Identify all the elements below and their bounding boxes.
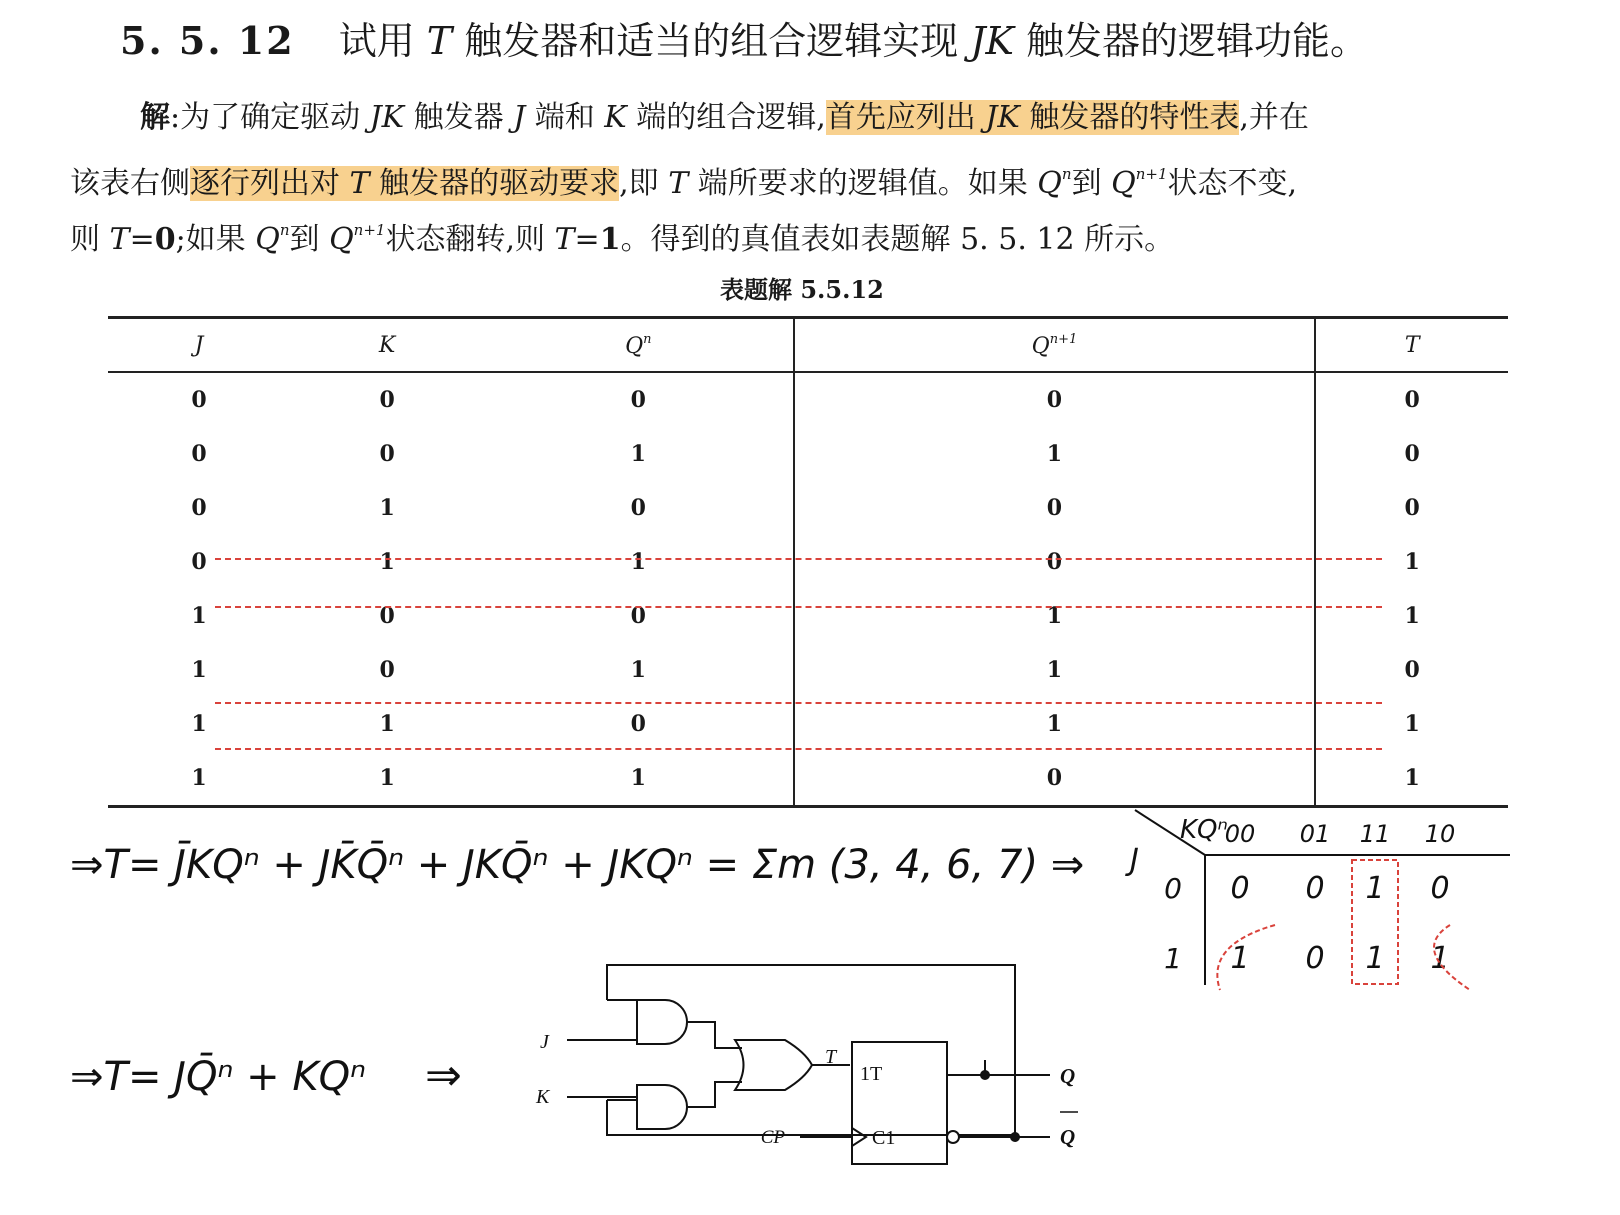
table-cell: 0 — [794, 372, 1316, 427]
kmap-cell: 1 — [1365, 941, 1385, 976]
header-qn1-base: Q — [1031, 333, 1050, 359]
highlighted-text: 逐行列出对 — [190, 166, 350, 201]
table-cell: 0 — [630, 603, 646, 629]
table-cell: 0 — [379, 387, 395, 413]
para-var: K — [604, 100, 627, 135]
handwritten-equation-2: ⇒T= JQ̄ⁿ + KQⁿ — [70, 1054, 367, 1100]
kmap-cell: 1 — [1365, 871, 1385, 906]
table-caption: 表题解 5.5.12 — [720, 275, 884, 304]
circuit-label-qbar: Q — [1060, 1125, 1076, 1149]
feedback-wires — [607, 965, 1015, 1135]
table-cell: 0 — [794, 751, 1316, 807]
para-var: T — [109, 222, 130, 257]
table-cell: 0 — [794, 481, 1316, 535]
circuit-label-c1: C1 — [872, 1127, 896, 1149]
para-text: = — [574, 222, 600, 257]
table-cell: 1 — [379, 711, 395, 737]
header-qn-base: Q — [625, 333, 644, 359]
kmap-cell: 0 — [1305, 941, 1325, 976]
and2-to-or-wire — [687, 1082, 742, 1107]
circuit-label-t: T — [825, 1046, 837, 1068]
para-var: Q — [255, 222, 280, 257]
para-text: 触发器 — [404, 100, 514, 135]
superscript: n+1 — [1135, 165, 1168, 183]
and-gate-1 — [637, 1000, 687, 1044]
table-cell: 1 — [794, 643, 1316, 697]
table-cell: 0 — [630, 711, 646, 737]
table-cell: 0 — [191, 549, 207, 575]
kmap-row-label: 1 — [1164, 942, 1182, 975]
table-cell: 1 — [794, 427, 1316, 481]
heading-text-3: 触发器的逻辑功能。 — [1013, 19, 1369, 63]
heading-text-1: 试用 — [338, 19, 427, 63]
table-cell: 1 — [191, 657, 207, 683]
kmap-cell: 1 — [1430, 941, 1450, 976]
para-text: 状态翻转,则 — [385, 222, 555, 257]
table-cell: 1 — [379, 549, 395, 575]
table-cell: 0 — [1315, 643, 1508, 697]
para-text: ;如果 — [175, 222, 256, 257]
para-text: 端所要求的逻辑值。如果 — [688, 166, 1038, 201]
table-cell: 0 — [1315, 481, 1508, 535]
para-var: JK — [369, 100, 405, 135]
table-cell: 1 — [630, 441, 646, 467]
para-value: 0 — [154, 222, 176, 257]
table-cell: 0 — [630, 495, 646, 521]
para-text: 状态不变, — [1167, 166, 1298, 201]
para-text: 该表右侧 — [70, 166, 190, 201]
circuit-label-q: Q — [1060, 1064, 1076, 1088]
kmap-column-label: 00 — [1224, 820, 1256, 848]
table-cell: 1 — [794, 589, 1316, 643]
karnaugh-map — [1125, 810, 1510, 990]
table-cell: 1 — [630, 549, 646, 575]
para-var: Q — [1037, 166, 1062, 201]
table-cell: 1 — [1315, 697, 1508, 751]
table-cell: 1 — [484, 751, 794, 807]
header-t: T — [1315, 318, 1508, 373]
para-var: T — [668, 166, 689, 201]
kmap-cell: 0 — [1230, 871, 1250, 906]
circuit-label-k: K — [536, 1086, 550, 1108]
para-text: 到 — [1071, 166, 1112, 201]
handwritten-arrow: ⇒ — [425, 1050, 462, 1101]
heading-jk: JK — [970, 19, 1014, 63]
para-text: 到 — [289, 222, 330, 257]
circuit-label-cp: CP — [760, 1127, 785, 1148]
circuit-diagram — [567, 965, 1078, 1164]
table-cell: 1 — [1315, 751, 1508, 807]
junction-dot-qbar — [1011, 1133, 1019, 1141]
para-var: T — [349, 166, 370, 201]
table-cell: 0 — [630, 387, 646, 413]
table-cell: 0 — [1315, 427, 1508, 481]
and-gate-2 — [637, 1085, 687, 1129]
heading-text-2: 触发器和适当的组合逻辑实现 — [452, 19, 971, 63]
table-cell: 1 — [191, 711, 207, 737]
table-cell: 0 — [794, 535, 1316, 589]
kmap-column-label: 10 — [1424, 820, 1456, 848]
para-text: ,并在 — [1239, 100, 1309, 135]
table-cell: 1 — [290, 751, 484, 807]
para-var: J — [513, 100, 526, 135]
table-cell: 1 — [630, 657, 646, 683]
para-var: Q — [329, 222, 354, 257]
table-cell: 1 — [108, 751, 290, 807]
para-var: Q — [1111, 166, 1136, 201]
table-cell: 1 — [379, 495, 395, 521]
table-cell: 0 — [379, 603, 395, 629]
header-j: J — [108, 318, 290, 373]
highlighted-text: 首先应列出 — [825, 100, 986, 135]
handwritten-equation-1: ⇒T= J̄KQⁿ + JK̄Q̄ⁿ + JKQ̄ⁿ + JKQⁿ = Σm (3, 4, 6, 7) ⇒ — [70, 842, 1085, 888]
para-text: ,即 — [619, 166, 669, 201]
table-cell: 0 — [191, 387, 207, 413]
header-qn1-sup: n+1 — [1049, 331, 1078, 347]
circuit-label-j: J — [540, 1031, 549, 1053]
para-text: 。得到的真值表如表题解 5. 5. 12 所示。 — [620, 222, 1175, 257]
kmap-corner-top-label: KQⁿ — [1180, 815, 1228, 845]
kmap-column-label: 01 — [1299, 820, 1331, 848]
table-cell: 0 — [1315, 372, 1508, 427]
para-text: 端的组合逻辑, — [626, 100, 826, 135]
and1-to-or-wire — [687, 1022, 742, 1048]
superscript: n — [1061, 165, 1072, 183]
table-cell: 1 — [794, 697, 1316, 751]
para-var: T — [554, 222, 575, 257]
table-cell: 1 — [191, 603, 207, 629]
kmap-cell: 0 — [1305, 871, 1325, 906]
solution-label: 解 — [140, 100, 170, 135]
para-var: JK — [985, 100, 1020, 135]
heading-t: T — [426, 19, 453, 63]
table-cell: 1 — [1315, 535, 1508, 589]
table-cell: 0 — [191, 495, 207, 521]
clock-triangle — [852, 1128, 866, 1146]
para-text: 则 — [70, 222, 110, 257]
highlighted-text: 触发器的驱动要求 — [369, 166, 620, 201]
qbar-inversion-bubble — [947, 1131, 959, 1143]
table-cell: 1 — [1315, 589, 1508, 643]
kmap-corner-left-label: J — [1130, 843, 1139, 878]
problem-number: 5. 5. 12 — [120, 18, 295, 63]
superscript: n — [279, 221, 290, 239]
header-qn-sup: n — [643, 331, 652, 347]
or-gate — [735, 1040, 812, 1090]
superscript: n+1 — [353, 221, 386, 239]
para-value: 1 — [599, 222, 621, 257]
circuit-label-1t: 1T — [860, 1063, 883, 1085]
table-cell: 0 — [191, 441, 207, 467]
kmap-row-label: 0 — [1164, 872, 1182, 905]
t-flip-flop-box — [852, 1042, 947, 1164]
kmap-column-label: 11 — [1359, 820, 1391, 848]
kmap-cell: 0 — [1430, 871, 1450, 906]
header-k: K — [290, 318, 484, 373]
para-text: = — [129, 222, 155, 257]
para-text: 端和 — [525, 100, 605, 135]
table-cell: 0 — [379, 657, 395, 683]
kmap-cell: 1 — [1230, 941, 1250, 976]
table-cell: 0 — [379, 441, 395, 467]
highlighted-text: 触发器的特性表 — [1019, 100, 1240, 135]
para-text: :为了确定驱动 — [170, 100, 370, 135]
